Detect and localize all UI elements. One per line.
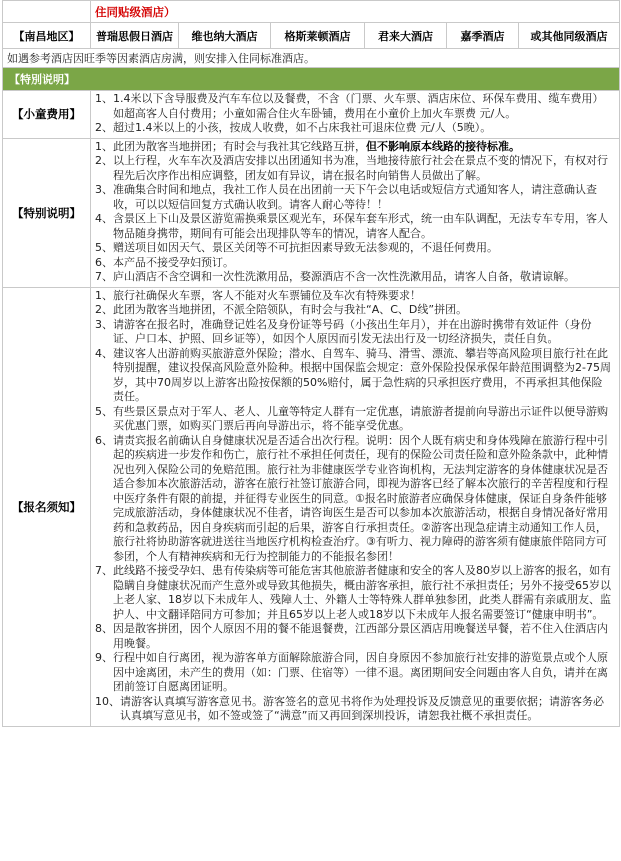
hotel-name: 普瑞思假日酒店: [91, 23, 179, 49]
list-item: 2、 以上行程，火车车次及酒店安排以出团通知书为准，当地接待旅行社会在景点不变的情况下，有权对行程先后次序作出相应调整，团友如有异议，请在报名时向销售人员做出了解。: [95, 154, 608, 182]
list-item: 3、 准确集合时间和地点，我社工作人员在出团前一天下午会以电话或短信方式通知客人，请注意确认查收，可以以短信回复方式确认收到。请客人耐心等待！！: [95, 183, 597, 211]
page-title: 住同贴级酒店）: [91, 1, 620, 23]
child-fee-row: [3, 91, 620, 139]
list-item: 5、 赠送项目如因天气、景区关闭等不可抗拒因素导致无法参观的，不退任何费用。: [95, 241, 498, 254]
child-fee-label: 【小童费用】: [3, 91, 91, 139]
list-item: 2、 超过1.4米以上的小孩，按成人收费，如不占床我社可退床位费 元/人（5晚）。: [95, 121, 492, 134]
list-item: 3、 请游客在报名时，准确登记姓名及身份证等号码（小孩出生年月），并在出游时携带有效证件（身份证、户口本、护照、回乡证等），如因个人原因而引发无法出行及一切经济损失，责任自负。: [95, 317, 592, 345]
registration-content: [91, 287, 620, 726]
special-notes-row: [3, 138, 620, 287]
region-label: 【南昌地区】: [3, 23, 91, 49]
list-item: 1、 此团为散客当地拼团；有时会与我社其它线路互拼，但不影响原本线路的接待标准。: [95, 139, 520, 153]
list-item: 6、 本产品不接受孕妇预订。: [95, 255, 234, 269]
title-row: [3, 1, 620, 23]
hotel-name: 或其他同级酒店: [519, 23, 620, 49]
list-item: 1、 1.4米以下含导服费及汽车车位以及餐费，不含（门票、火车票、酒店床位、环保车费用、缆车费用）如超高客人自付费用；小童如需合住火车卧铺，费用在小童价上加火车票费 元/人。: [95, 92, 604, 120]
section-header: 【特別说明】: [3, 68, 620, 91]
hotel-name: 嘉季酒店: [447, 23, 519, 49]
hotel-note-row: [3, 49, 620, 68]
list-item: 7、 庐山酒店不含空调和一次性洗漱用品，婺源酒店不含一次性洗漱用品，请客人自备，敬请谅解。: [95, 270, 575, 283]
title-spacer: [3, 1, 91, 23]
section-header-row: [3, 68, 620, 91]
list-item: 8、 因是散客拼团，因个人原因不用的餐不能退餐费，江西部分景区酒店用晚餐送早餐，若不住入住酒店内用晚餐。: [95, 622, 608, 650]
child-fee-content: [91, 91, 620, 139]
list-item: 10、 请游客认真填写游客意见书。游客签名的意见书将作为处理投诉及反馈意见的重要依据；请游客务必认真填写意见书，如不签或签了“满意”而又再回到深圳投诉，请恕我社概不承担责任。: [95, 694, 604, 722]
list-item: 2、 此团为散客当地拼团，不派全陪领队，有时会与我社“A、C、D线”拼团。: [95, 303, 468, 316]
list-item: 9、 行程中如自行离团，视为游客单方面解除旅游合同，因自身原因不参加旅行社安排的游览景点或个人原因中途离团，未产生的费用（如：门票、住宿等）一律不退。离团期间安全问题由客人自负，请并在离团前签订自愿离团证明。: [95, 651, 608, 693]
list-item: 7、 此线路不接受孕妇、患有传染病等可能危害其他旅游者健康和安全的客人及80岁以上游客的报名，如有隐瞒自身健康状况而产生意外或导致其他损失，概由游客承担，旅行社不承担责任；另外不接受65岁以上老人家、18岁以下未成年人、残障人士、外籍人士等特殊人群单独参团，此类人群需有亲戚朋友、监护人、中文翻译陪同方可参加；并且65岁以上老人或18岁以下未成年人报名需要签订“健康申明书”。: [95, 564, 611, 621]
hotel-name: 格斯莱顿酒店: [271, 23, 365, 49]
itinerary-table: [2, 0, 620, 727]
list-item: 4、 建议客人出游前购买旅游意外保险；潜水、自驾车、骑马、滑雪、漂流、攀岩等高风险项目旅行社在此特别提醒，建议投保高风险意外险种。根据中国保监会规定：意外保险投保承保年龄范围调整为2-75周岁，其中70周岁以上游客出险按保额的50%赔付，属于急性病的只承担医疗费用，不再承担其他保险责任。: [95, 346, 611, 403]
hotel-name: 维也纳大酒店: [179, 23, 271, 49]
hotel-name: 君来大酒店: [365, 23, 447, 49]
special-notes-label: 【特别说明】: [3, 138, 91, 287]
list-item: 4、 含景区上下山及景区游览需换乘景区观光车，环保车套车形式，统一由车队调配，无法专车专用，客人物品随身携带，期间有可能会出现排队等车的情况，请客人配合。: [95, 212, 608, 240]
list-item: 6、 请责宾报名前确认自身健康状况是否适合出次行程。说明：因个人既有病史和身体残障在旅游行程中引起的疾病进一步发作和伤亡，旅行社不承担任何责任，现有的保险公司责任险和意外险条款中，此种情况也列入保险公司的免赔范围。旅行社为非健康医学专业咨询机构，无法判定游客的身体健康状况是否适合参加本次旅游活动，游客在旅行社签订旅游合同，即视为游客已经了解本次旅行的辛苦程度和行程中医疗条件有限的前提，并征得专业医生的同意。①报名时旅游者应确保身体健康，保证自身条件能够完成旅游活动，身体健康状况不佳者，请咨询医生是否可以参加本次旅游活动，根据自身情况备好常用药和急救药品，因自身疾病而引起的后果，游客自行承担责任。②游客出现急症请主动通知工作人员，旅行社将协助游客就进送往当地医疗机构检查治疗。③有听力、视力障碍的游客须有健康旅伴陪同方可参团，个人有精神疾病和无行为控制能力的不能报名参团！: [95, 433, 608, 563]
hotel-note: 如遇参考酒店因旺季等因素酒店房满，则安排入住同标准酒店。: [3, 49, 620, 68]
list-item: 5、 有些景区景点对于军人、老人、儿童等特定人群有一定优惠，请旅游者提前向导游出示证件以便导游购买优惠门票，如购买门票后再向导游出示，将不能享受优惠。: [95, 404, 608, 432]
hotel-row: [3, 23, 620, 49]
registration-label: 【报名须知】: [3, 287, 91, 726]
special-notes-content: [91, 138, 620, 287]
registration-row: [3, 287, 620, 726]
list-item: 1、 旅行社确保火车票，客人不能对火车票铺位及车次有特殊要求！: [95, 288, 421, 302]
